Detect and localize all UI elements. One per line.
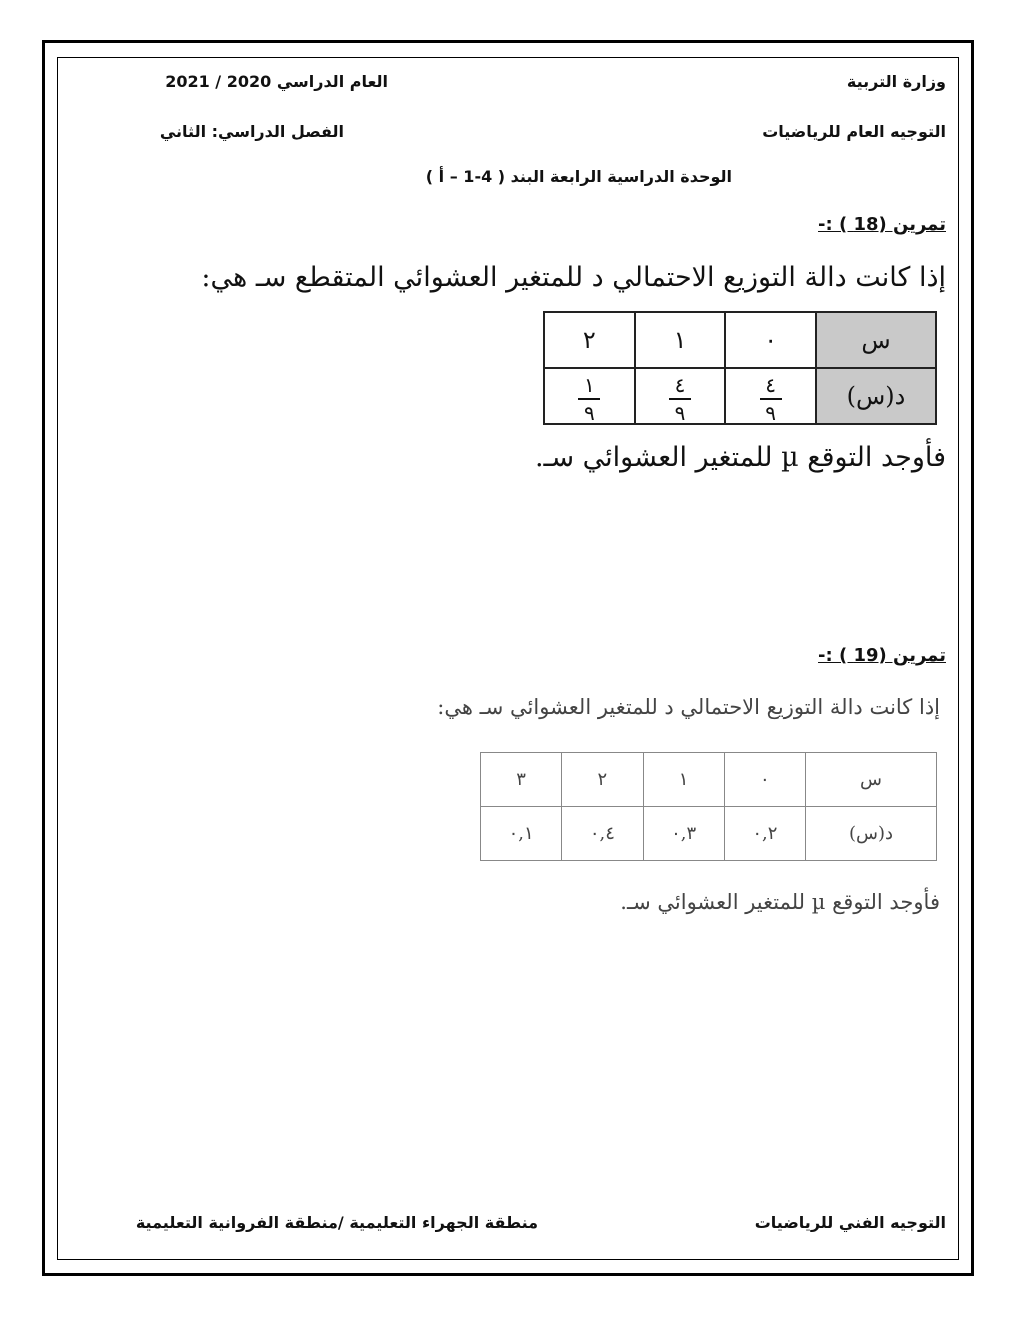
fraction — [578, 372, 600, 425]
row-label-probability: د(س) — [806, 807, 937, 861]
fraction-denominator: ٩ — [765, 400, 777, 425]
table-row — [481, 807, 937, 861]
footer-districts: منطقة الجهراء التعليمية /منطقة الفروانية التعليمية — [135, 1213, 538, 1232]
table-cell — [725, 368, 816, 424]
exercise-19-distribution-table — [480, 752, 937, 861]
table-cell — [544, 368, 635, 424]
exercise-18-title: تمرين (18 ) :- — [818, 214, 946, 235]
row-label-probability: د(س) — [816, 368, 936, 424]
exercise-19-title: تمرين (19 ) :- — [818, 645, 946, 666]
table-cell: ٠,٣ — [643, 807, 724, 861]
fraction-numerator: ١ — [583, 372, 595, 397]
table-row — [544, 312, 936, 368]
fraction-numerator: ٤ — [674, 372, 686, 397]
fraction-bar — [578, 398, 600, 400]
fraction-bar — [760, 398, 782, 400]
semester-label: الفصل الدراسي: الثاني — [159, 122, 344, 141]
unit-label: الوحدة الدراسية الرابعة البند ( 4-1 – أ ) — [425, 167, 732, 186]
table-cell: ٠ — [724, 753, 805, 807]
fraction-denominator: ٩ — [583, 400, 595, 425]
row-label-x: س — [806, 753, 937, 807]
table-cell: ٠,٤ — [562, 807, 643, 861]
ministry-label: وزارة التربية — [846, 72, 946, 91]
exercise-18-task: فأوجد التوقع µ للمتغير العشوائي سـ. — [534, 442, 946, 473]
table-cell: ٠,٢ — [724, 807, 805, 861]
fraction-denominator: ٩ — [674, 400, 686, 425]
exercise-19-question: إذا كانت دالة التوزيع الاحتمالي د للمتغير العشوائي سـ هي: — [437, 695, 940, 719]
table-cell: ٢ — [544, 312, 635, 368]
table-cell: ٢ — [562, 753, 643, 807]
directorate-label: التوجيه العام للرياضيات — [762, 122, 946, 141]
fraction — [760, 372, 782, 425]
table-cell: ١ — [643, 753, 724, 807]
table-cell: ٠ — [725, 312, 816, 368]
table-cell: ٣ — [481, 753, 562, 807]
exercise-19-task: فأوجد التوقع µ للمتغير العشوائي سـ. — [620, 890, 940, 914]
table-cell — [635, 368, 726, 424]
table-row — [481, 753, 937, 807]
fraction — [669, 372, 691, 425]
table-row — [544, 368, 936, 424]
table-cell: ٠,١ — [481, 807, 562, 861]
fraction-bar — [669, 398, 691, 400]
exercise-18-distribution-table — [543, 311, 937, 425]
fraction-numerator: ٤ — [765, 372, 777, 397]
exercise-18-question: إذا كانت دالة التوزيع الاحتمالي د للمتغير العشوائي المتقطع سـ هي: — [201, 262, 946, 293]
footer-directorate: التوجيه الفني للرياضيات — [754, 1213, 946, 1232]
academic-year-label: العام الدراسي 2020 / 2021 — [165, 72, 388, 91]
table-cell: ١ — [635, 312, 726, 368]
row-label-x: س — [816, 312, 936, 368]
